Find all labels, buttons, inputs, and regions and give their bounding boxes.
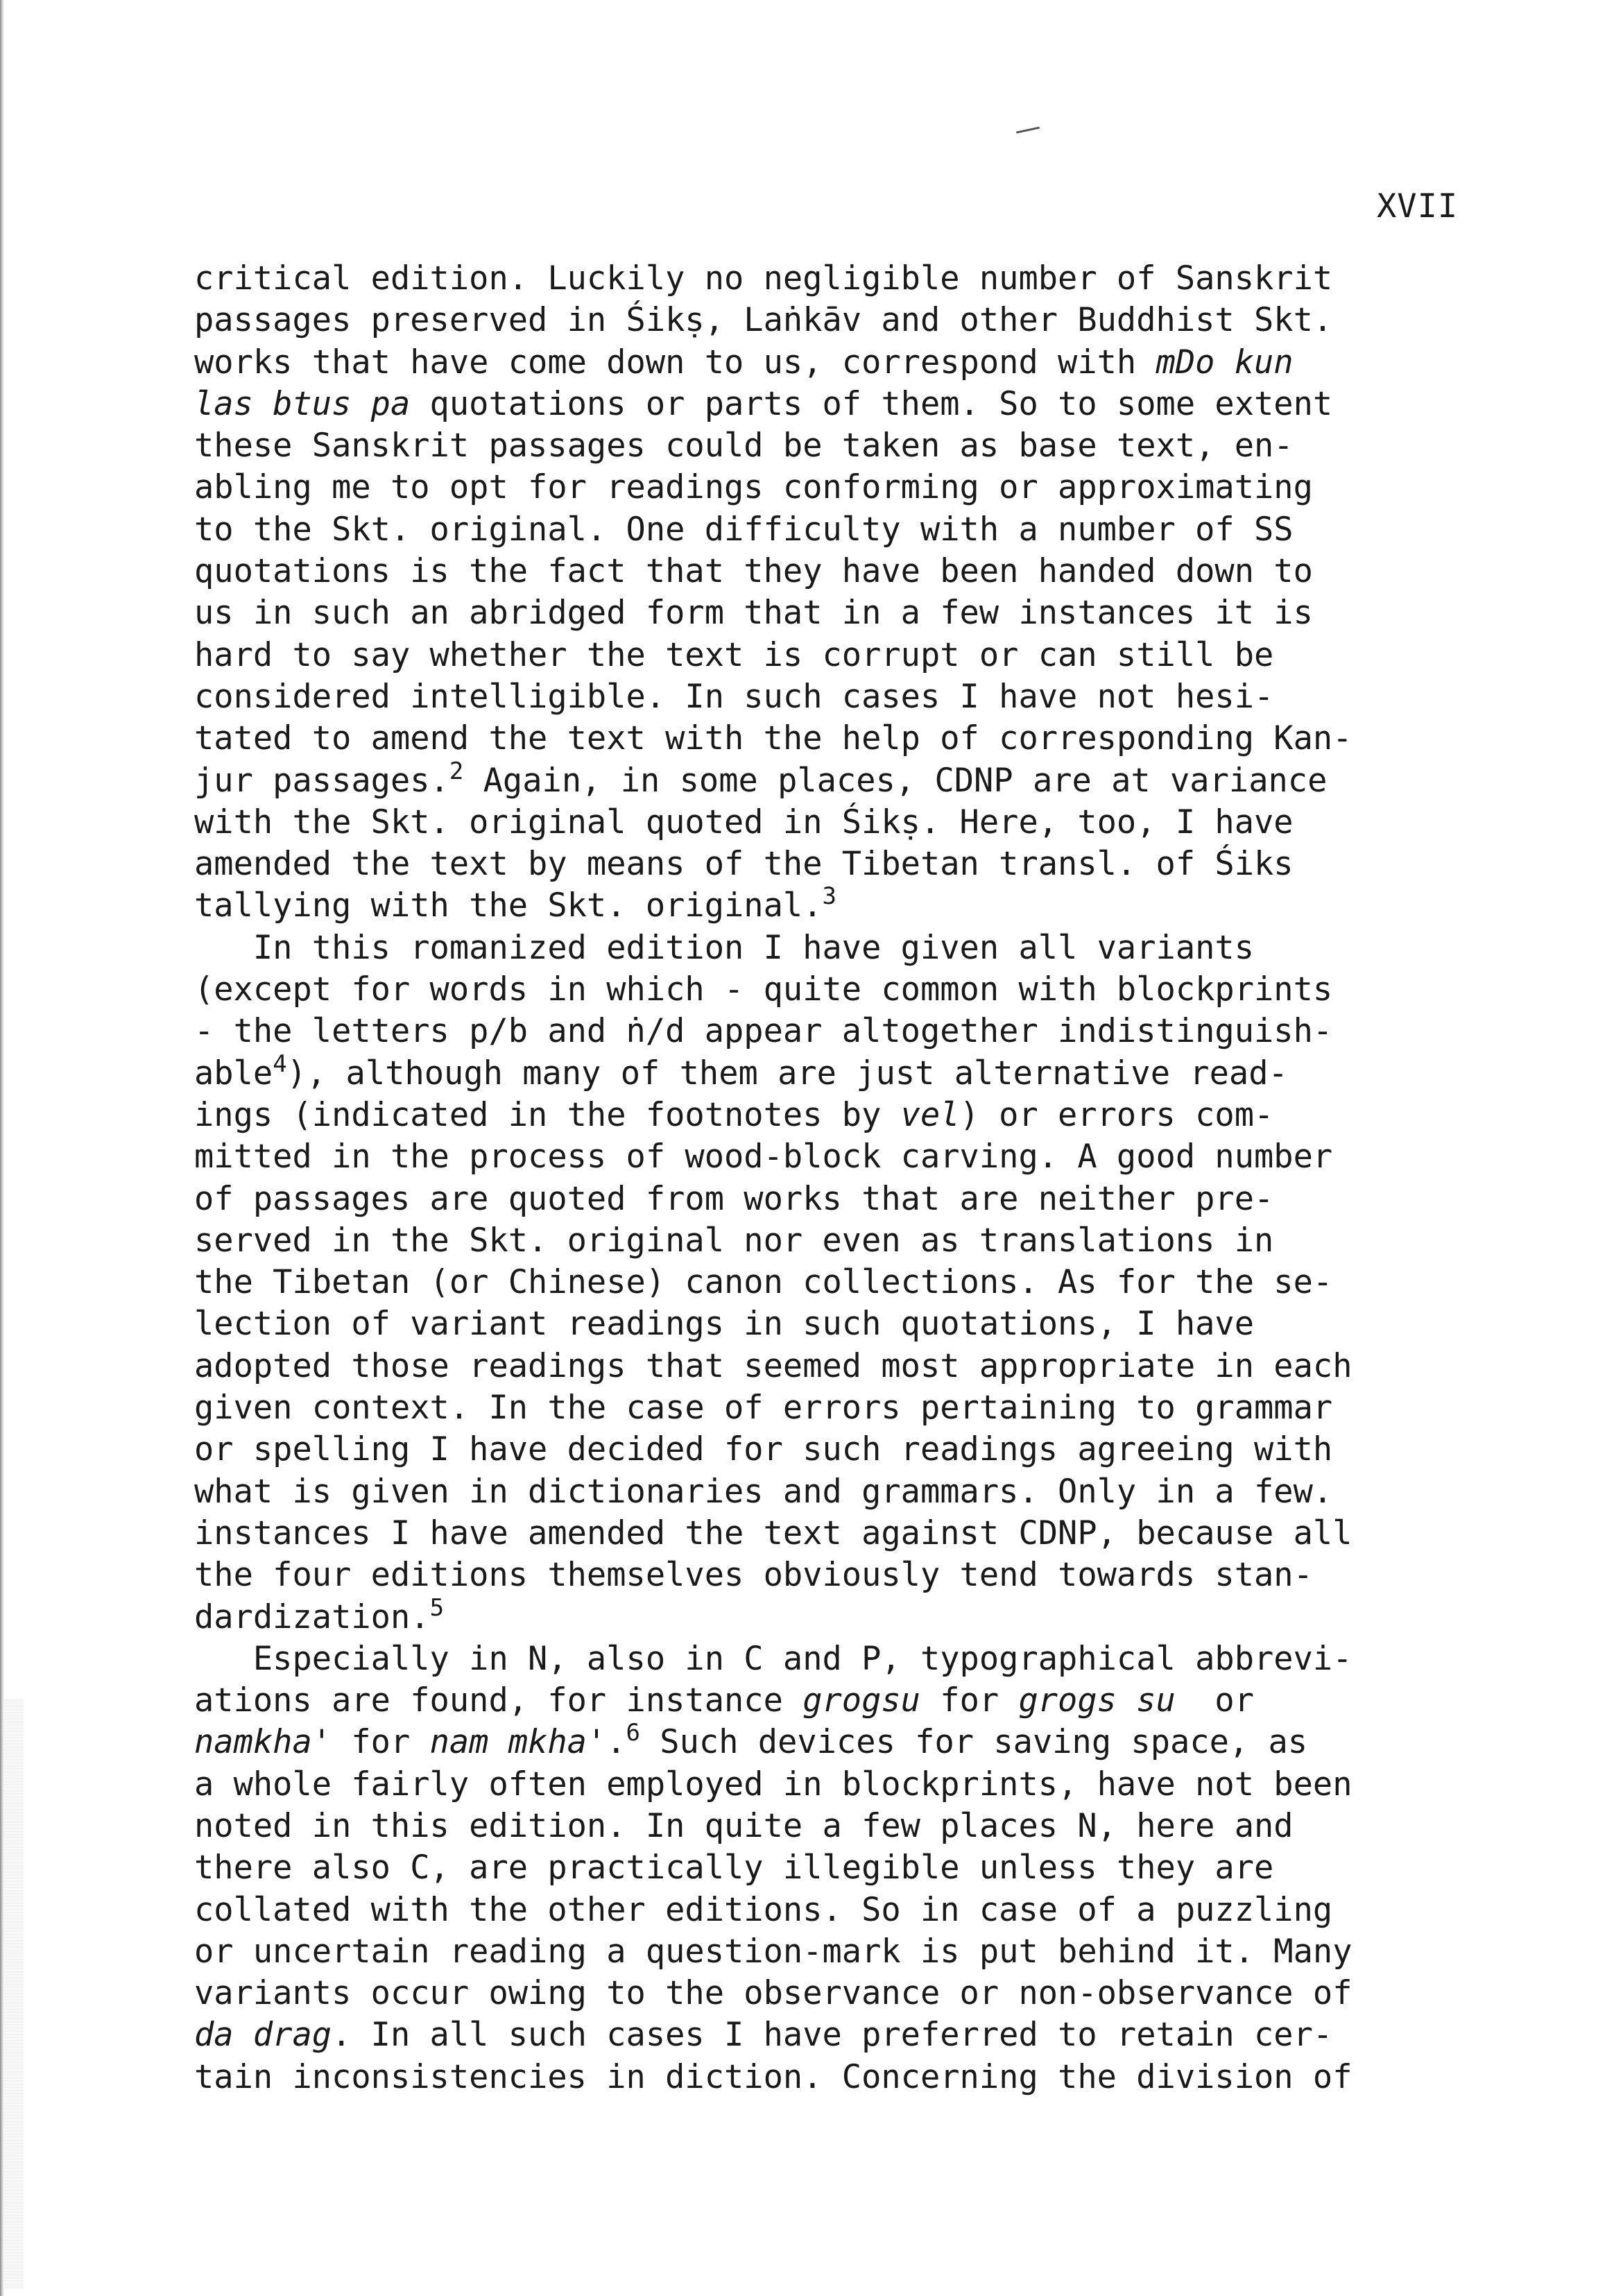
text-line: [194, 300, 1463, 341]
text-segment: with the Skt. original quoted in Śikṣ. Here, too, I have: [194, 803, 1294, 841]
italic-term: grogs su: [1018, 1681, 1176, 1720]
text-line: [194, 635, 1463, 676]
text-segment: quotations or parts of them. So to some extent: [410, 384, 1333, 423]
text-segment: works that have come down to us, correspond with: [194, 343, 1156, 382]
text-segment: able: [194, 1054, 273, 1093]
text-segment: noted in this edition. In quite a few places N, here and: [194, 1806, 1294, 1845]
page-number: XVII: [1377, 187, 1459, 225]
text-line: [194, 258, 1463, 300]
text-segment: or spelling I have decided for such readings agreeing with: [194, 1430, 1333, 1469]
text-line: [194, 425, 1463, 467]
text-line: [194, 1471, 1463, 1513]
text-line: [194, 342, 1463, 384]
text-line: [194, 718, 1463, 760]
text-line: [194, 1593, 1463, 1638]
footnote-ref: 6: [626, 1719, 641, 1747]
text-segment: tallying with the Skt. original.: [194, 886, 823, 925]
text-line: [194, 1262, 1463, 1303]
footnote-ref: 5: [429, 1593, 445, 1622]
text-segment: critical edition. Luckily no negligible number of Sanskrit: [194, 259, 1333, 298]
text-line: [194, 467, 1463, 508]
text-line: [194, 802, 1463, 843]
text-segment: Especially in N, also in C and P, typographical abbrevi-: [194, 1639, 1352, 1678]
text-segment: or uncertain reading a question-mark is put behind it. Many: [194, 1932, 1352, 1971]
text-segment: of passages are quoted from works that are neither pre-: [194, 1179, 1274, 1218]
text-line: [194, 927, 1463, 969]
text-segment: quotations is the fact that they have been handed down to: [194, 552, 1313, 591]
text-segment: lection of variant readings in such quotations, I have: [194, 1305, 1255, 1344]
text-line: [194, 1764, 1463, 1806]
italic-term: namkha': [194, 1723, 332, 1762]
text-line: [194, 1303, 1463, 1345]
text-line: [194, 592, 1463, 634]
text-segment: there also C, are practically illegible unless they are: [194, 1849, 1274, 1887]
italic-term: las btus pa: [194, 384, 411, 423]
text-line: [194, 1387, 1463, 1429]
text-segment: for: [332, 1723, 430, 1762]
text-line: [194, 1680, 1463, 1722]
text-line: [194, 1638, 1463, 1680]
text-segment: these Sanskrit passages could be taken as base text, en-: [194, 427, 1294, 465]
text-line: [194, 1179, 1463, 1220]
text-line: [194, 2057, 1463, 2098]
text-line: [194, 1429, 1463, 1471]
text-line: [194, 1719, 1463, 1763]
text-line: [194, 1554, 1463, 1596]
text-line: [194, 1890, 1463, 1931]
text-line: [194, 1220, 1463, 1262]
body-text: [194, 258, 1463, 2098]
text-line: [194, 1806, 1463, 1847]
text-line: [194, 969, 1463, 1011]
text-segment: (except for words in which - quite common with blockprints: [194, 970, 1333, 1009]
text-segment: instances I have amended the text against CDNP, because all: [194, 1514, 1352, 1552]
text-line: [194, 384, 1463, 425]
text-segment: ), although many of them are just alternative read-: [286, 1054, 1288, 1093]
text-line: [194, 676, 1463, 718]
text-line: [194, 551, 1463, 592]
italic-term: grogsu: [802, 1681, 920, 1720]
text-line: [194, 882, 1463, 927]
text-segment: mitted in the process of wood-block carving. A good number: [194, 1138, 1333, 1176]
text-line: [194, 1513, 1463, 1554]
text-segment: Such devices for saving space, as: [640, 1723, 1308, 1762]
text-segment: variants occur owing to the observance or non-observance of: [194, 1974, 1352, 2013]
text-segment: considered intelligible. In such cases I have not hesi-: [194, 677, 1274, 716]
text-line: [194, 2014, 1463, 2056]
text-segment: ) or errors com-: [959, 1095, 1274, 1134]
text-line: [194, 1973, 1463, 2014]
text-segment: adopted those readings that seemed most appropriate in each: [194, 1346, 1352, 1385]
scan-binding-shadow: [4, 1699, 24, 2289]
text-segment: . In all such cases I have preferred to retain cer-: [332, 2016, 1333, 2055]
text-segment: the four editions themselves obviously tend towards stan-: [194, 1556, 1313, 1595]
text-segment: served in the Skt. original nor even as translations in: [194, 1221, 1274, 1260]
text-line: [194, 1050, 1463, 1095]
text-line: [194, 843, 1463, 885]
text-segment: for: [920, 1681, 1019, 1720]
text-segment: us in such an abridged form that in a few instances it is: [194, 594, 1313, 633]
text-segment: a whole fairly often employed in blockprints, have not been: [194, 1765, 1352, 1804]
text-line: [194, 1011, 1463, 1052]
text-line: [194, 509, 1463, 551]
text-segment: to the Skt. original. One difficulty with a number of SS: [194, 510, 1294, 549]
footnote-ref: 4: [273, 1050, 287, 1078]
text-line: [194, 757, 1463, 802]
text-segment: or: [1175, 1681, 1255, 1720]
text-segment: In this romanized edition I have given all variants: [194, 928, 1255, 967]
text-segment: passages preserved in Śikṣ, Laṅkāv and other Buddhist Skt.: [194, 301, 1333, 340]
text-line: [194, 1095, 1463, 1136]
text-segment: Again, in some places, CDNP are at variance: [463, 761, 1328, 800]
text-line: [194, 1847, 1463, 1889]
italic-term: nam mkha': [429, 1723, 607, 1762]
text-segment: ings (indicated in the footnotes by: [194, 1095, 901, 1134]
text-segment: the Tibetan (or Chinese) canon collections. As for the se-: [194, 1263, 1333, 1302]
italic-term: mDo kun: [1156, 343, 1294, 382]
text-line: [194, 1931, 1463, 1973]
text-segment: tated to amend the text with the help of corresponding Kan-: [194, 719, 1352, 758]
footnote-ref: 3: [822, 882, 836, 911]
text-segment: - the letters p/b and ṅ/d appear altogether indistinguish-: [194, 1012, 1333, 1051]
text-segment: tain inconsistencies in diction. Concerning the division of: [194, 2057, 1352, 2096]
text-segment: what is given in dictionaries and grammars. Only in a few.: [194, 1472, 1333, 1511]
stray-pen-mark: [1016, 126, 1040, 133]
footnote-ref: 2: [449, 757, 464, 785]
text-segment: .: [606, 1723, 626, 1762]
text-segment: amended the text by means of the Tibetan transl. of Śiks: [194, 845, 1294, 884]
italic-term: da drag: [194, 2016, 332, 2055]
text-line: [194, 1136, 1463, 1178]
text-segment: collated with the other editions. So in case of a puzzling: [194, 1890, 1333, 1929]
text-segment: given context. In the case of errors pertaining to grammar: [194, 1389, 1333, 1428]
text-segment: dardization.: [194, 1597, 430, 1636]
text-segment: abling me to opt for readings conforming or approximating: [194, 468, 1313, 507]
text-segment: ations are found, for instance: [194, 1681, 803, 1720]
text-segment: jur passages.: [194, 761, 449, 800]
italic-term: vel: [900, 1095, 960, 1134]
text-segment: hard to say whether the text is corrupt or can still be: [194, 635, 1274, 674]
text-line: [194, 1346, 1463, 1387]
